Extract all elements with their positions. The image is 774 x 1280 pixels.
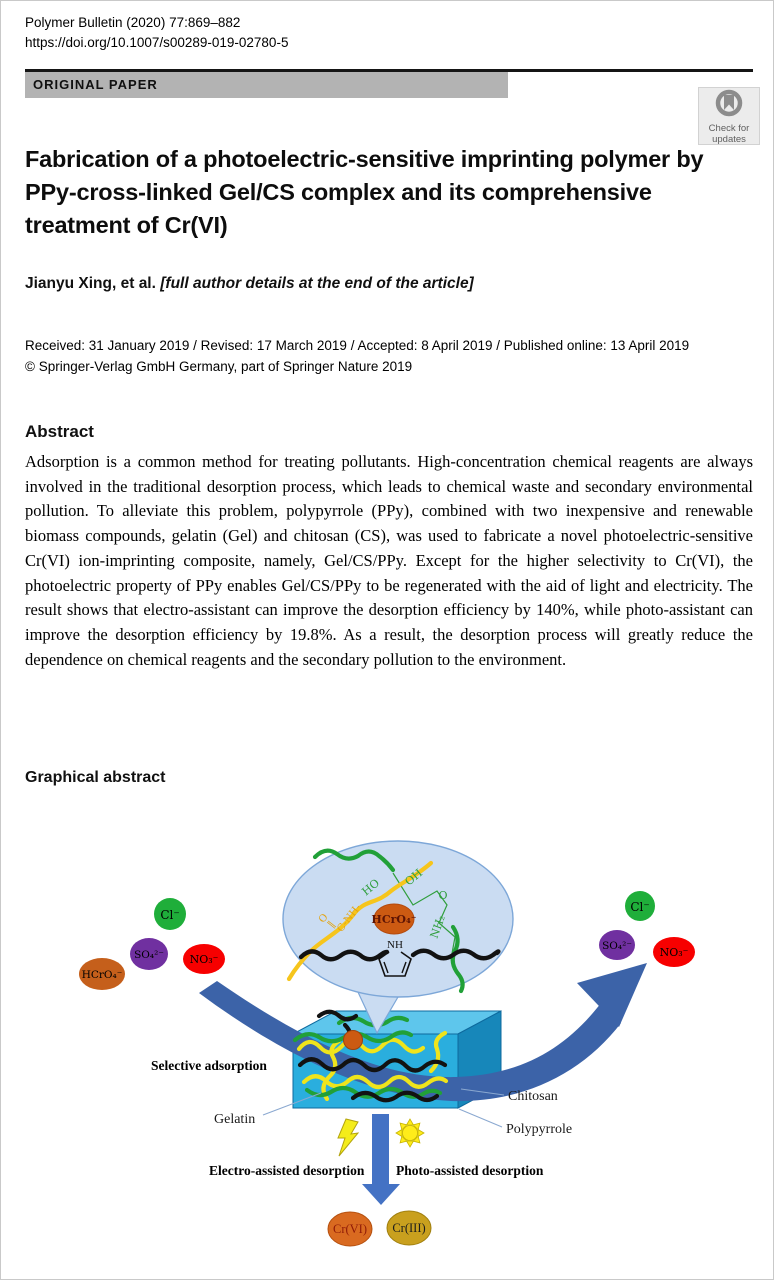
gelatin-label: Gelatin xyxy=(214,1112,256,1127)
swoosh-arrowhead xyxy=(577,963,647,1027)
amide-double-bond: ‖ xyxy=(325,919,338,931)
article-title: Fabrication of a photoelectric-sensitive imprinting polymer by PPy-cross-linked Gel/CS complex and its comprehensive treatment of Cr(VI) xyxy=(25,146,704,238)
nitrate-label: NO₃⁻ xyxy=(189,953,219,966)
desorption-arrow-head xyxy=(362,1184,400,1205)
abstract-body: Adsorption is a common method for treating pollutants. High-concentration chemical reagents are always involved in the traditional desorption process, which leads to chemical waste and secondary environmental pollution. To alleviate this problem, polypyrrole (PPy), combined with two inexpensive and renewable biomass compounds, gelatin (Gel) and chitosan (CS), was used to fabricate a novel photoelectric-sensitive Cr(VI) ion-imprinting composite, namely, Gel/CS/PPy. Except for the higher selectivity to Cr(VI), the photoelectric property of PPy enables Gel/CS/PPy to be regenerated with the aid of light and electricity. The result shows that electro-assistant can improve the desorption efficiency by 140%, while photo-assistant can improve the desorption efficiency by 19.8%. As a result, the desorption process will greatly reduce the dependence on chemical reagents and the secondary pollution to the environment. xyxy=(25,452,753,669)
sulfate-label: SO₄²⁻ xyxy=(602,940,632,952)
chromate-label: HCrO₄⁻ xyxy=(371,913,417,926)
hydroxyl-label: HO xyxy=(359,876,383,899)
check-for-updates-badge[interactable] xyxy=(698,87,760,145)
ring-oxygen-label: O xyxy=(438,889,448,902)
right-ion-group xyxy=(599,891,695,967)
bookmark-icon xyxy=(724,95,734,110)
selective-adsorption-label: Selective adsorption xyxy=(151,1058,267,1073)
desorption-arrow-shaft xyxy=(372,1114,389,1186)
chromate-label: HCrO₄⁻ xyxy=(81,969,123,981)
chloride-label: Cl⁻ xyxy=(630,900,650,914)
cr3-label: Cr(III) xyxy=(392,1221,426,1235)
abstract-heading: Abstract xyxy=(25,422,94,441)
left-ion-group xyxy=(79,898,225,990)
graphical-abstract-heading: Graphical abstract xyxy=(25,769,166,786)
doi-link[interactable]: https://doi.org/10.1007/s00289-019-02780-5 xyxy=(25,35,289,50)
hydroxyl-label: OH xyxy=(402,866,426,889)
author-names: Jianyu Xing, et al. xyxy=(25,275,156,292)
pyrrole-nh-label: NH xyxy=(387,939,403,951)
amide-oxygen-label: O xyxy=(316,912,331,926)
amine-label: NH₂ xyxy=(427,913,448,941)
sulfate-label: SO₄²⁻ xyxy=(134,949,164,961)
copyright-line: © Springer-Verlag GmbH Germany, part of Springer Nature 2019 xyxy=(25,359,413,374)
amide-label: C-NH- xyxy=(335,902,364,935)
graphical-abstract-figure xyxy=(1,833,774,1273)
polypyrrole-callout-line xyxy=(459,1109,502,1127)
sun-core xyxy=(403,1126,418,1141)
photo-desorption-label: Photo-assisted desorption xyxy=(396,1163,544,1178)
badge-text: Check for updates xyxy=(708,123,750,145)
dates-line: Received: 31 January 2019 / Revised: 17 March 2019 / Accepted: 8 April 2019 / Published online: 13 April 2019 xyxy=(25,338,690,353)
sun-icon xyxy=(396,1119,424,1147)
chloride-label: Cl⁻ xyxy=(160,908,180,922)
author-line xyxy=(25,275,474,293)
journal-header xyxy=(25,13,288,53)
polypyrrole-label: Polypyrrole xyxy=(506,1122,573,1137)
check-updates-icon xyxy=(712,88,746,118)
author-details-note: [full author details at the end of the article] xyxy=(160,275,474,292)
publication-history xyxy=(25,335,689,377)
nitrate-label: NO₃⁻ xyxy=(659,946,689,959)
electro-desorption-label: Electro-assisted desorption xyxy=(209,1163,365,1178)
article-type-banner: ORIGINAL PAPER xyxy=(25,72,508,98)
lightning-icon xyxy=(338,1119,358,1156)
journal-citation: Polymer Bulletin (2020) 77:869–882 xyxy=(25,15,241,30)
chitosan-label: Chitosan xyxy=(508,1089,558,1104)
cr6-label: Cr(VI) xyxy=(332,1222,368,1236)
graphical-abstract-svg xyxy=(1,833,774,1273)
adsorbed-chromium-ball xyxy=(344,1031,363,1050)
